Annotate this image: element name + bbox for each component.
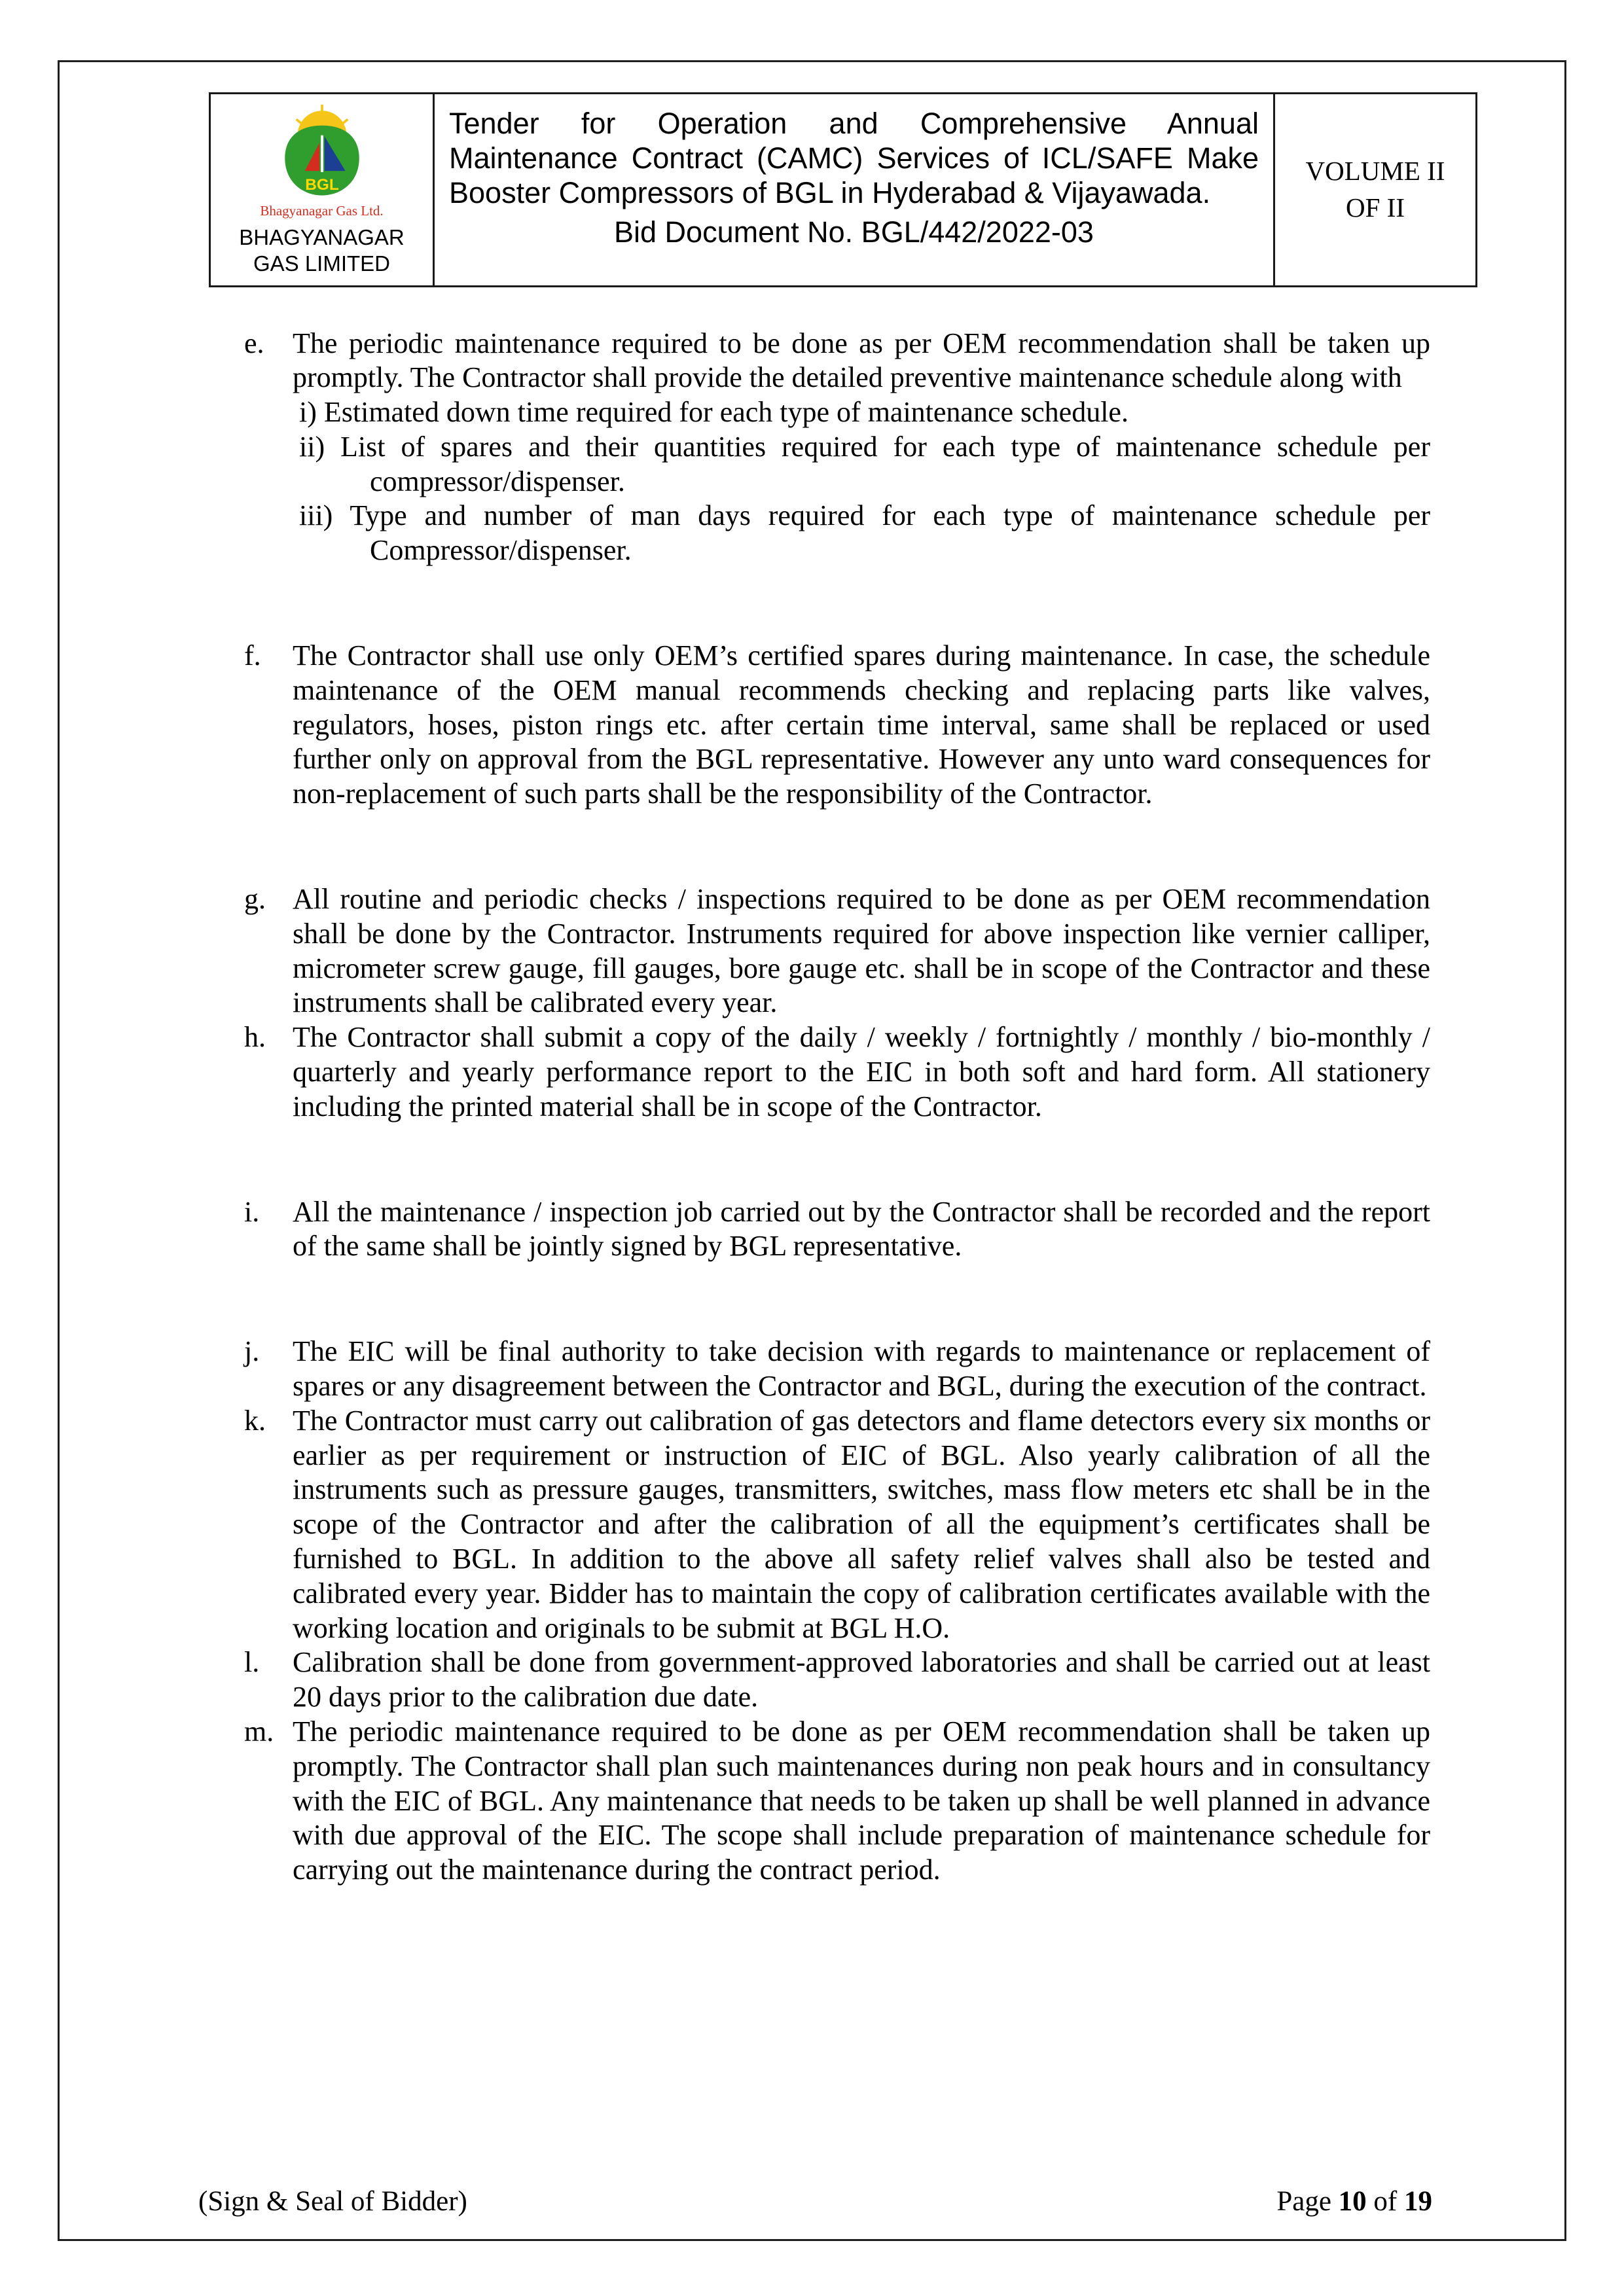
body-list — [244, 327, 1430, 1888]
sub-item: iii) Type and number of man days required for each type of maintenance schedule per Compressor/dispenser. — [299, 499, 1430, 567]
item-label: i. — [244, 1195, 260, 1228]
list-item-l — [244, 1645, 1430, 1715]
page-word: Page — [1276, 2186, 1331, 2217]
list-item-e — [244, 327, 1430, 569]
item-body — [293, 1715, 1430, 1888]
list-item-m — [244, 1715, 1430, 1888]
item-body — [293, 1645, 1430, 1715]
item-label: m. — [244, 1715, 274, 1748]
tender-title: Tender for Operation and Comprehensive Annual Maintenance Contract (CAMC) Services of ICL/SAFE Make Booster Compressors of BGL in Hyderabad & Vijayawada. — [449, 107, 1259, 210]
list-item-i — [244, 1195, 1430, 1265]
volume-label: VOLUME II OF II — [1305, 156, 1445, 223]
sub-item: i) Estimated down time required for each type of maintenance schedule. — [299, 396, 1128, 429]
item-label: k. — [244, 1404, 266, 1437]
item-text: All the maintenance / inspection job carried out by the Contractor shall be recorded and the report of the same shall be jointly signed by BGL representative. — [293, 1195, 1430, 1263]
header-table — [209, 92, 1477, 287]
title-cell — [435, 94, 1275, 285]
list-item-j — [244, 1335, 1430, 1404]
document-body — [244, 327, 1430, 1888]
item-text: All routine and periodic checks / inspections required to be done as per OEM recommendation shall be done by the Contractor. Instruments required for above inspection like vernier calliper, micrometer screw gauge, fill gauges, bore gauge etc. shall be in scope of the Contractor and these instruments shall be calibrated every year. — [293, 883, 1430, 1019]
sign-seal-label: (Sign & Seal of Bidder) — [198, 2186, 467, 2217]
item-body — [293, 1020, 1430, 1124]
item-body — [293, 1335, 1430, 1404]
item-text: The Contractor shall submit a copy of the daily / weekly / fortnightly / monthly / bio-monthly / quarterly and yearly performance report to the EIC in both soft and hard form. All stationery including the printed material shall be in scope of the Contractor. — [293, 1021, 1430, 1122]
item-body — [293, 1195, 1430, 1265]
item-label: e. — [244, 327, 264, 359]
item-text: The Contractor must carry out calibration of gas detectors and flame detectors every six months or earlier as per requirement or instruction of EIC of BGL. Also yearly calibration of all the instruments such as pressure gauges, transmitters, switches, mass flow meters etc shall be in the scope of the Contractor and after the calibration of all the equipment’s certificates shall be furnished to BGL. In addition to the above all safety relief valves shall also be tested and calibrated every year. Bidder has to maintain the copy of calibration certificates available with the working location and originals to be submit at BGL H.O. — [293, 1404, 1430, 1644]
bid-document-number: Bid Document No. BGL/442/2022-03 — [614, 215, 1094, 249]
list-item-k — [244, 1404, 1430, 1646]
list-item-f — [244, 639, 1430, 812]
item-body — [293, 882, 1430, 1020]
item-label: f. — [244, 639, 261, 672]
sub-item: ii) List of spares and their quantities required for each type of maintenance schedule per compressor/dispenser. — [299, 430, 1430, 497]
item-text: The Contractor shall use only OEM’s certified spares during maintenance. In case, the schedule maintenance of the OEM manual recommends checking and replacing parts like valves, regulators, hoses, piston rings etc. after certain time interval, same shall be replaced or used further only on approval from the BGL representative. However any unto ward consequences for non-replacement of such parts shall be the responsibility of the Contractor. — [293, 639, 1430, 810]
item-text: The EIC will be final authority to take decision with regards to maintenance or replacement of spares or any disagreement between the Contractor and BGL, during the execution of the contract. — [293, 1335, 1430, 1403]
logo-bgl-text: BGL — [304, 176, 339, 194]
item-text: Calibration shall be done from government-approved laboratories and shall be carried out at least 20 days prior to the calibration due date. — [293, 1646, 1430, 1713]
of-word: of — [1373, 2186, 1398, 2217]
item-label: l. — [244, 1646, 260, 1679]
item-text: The periodic maintenance required to be done as per OEM recommendation shall be taken up promptly. The Contractor shall provide the detailed preventive maintenance schedule along with — [293, 327, 1430, 394]
logo-caption: Bhagyanagar Gas Ltd. — [260, 203, 384, 219]
item-label: h. — [244, 1021, 266, 1054]
page-footer — [58, 2185, 1566, 2217]
list-item-h — [244, 1020, 1430, 1124]
item-body — [293, 639, 1430, 812]
bgl-logo-icon — [273, 102, 371, 202]
item-text: The periodic maintenance required to be done as per OEM recommendation shall be taken up promptly. The Contractor shall plan such maintenances during non peak hours and in consultancy with the EIC of BGL. Any maintenance that needs to be taken up shall be well planned in advance with due approval of the EIC. The scope shall include preparation of maintenance schedule for carrying out the maintenance during the contract period. — [293, 1715, 1430, 1886]
logo-cell — [211, 94, 435, 285]
list-item-g — [244, 882, 1430, 1020]
company-name: BHAGYANAGAR GAS LIMITED — [239, 225, 405, 276]
page-border — [58, 60, 1566, 2241]
page-number — [1276, 2185, 1432, 2217]
item-body — [293, 1404, 1430, 1646]
item-label: j. — [244, 1335, 260, 1368]
page-total: 19 — [1404, 2186, 1432, 2217]
page-current: 10 — [1338, 2186, 1367, 2217]
item-body — [293, 327, 1430, 569]
item-label: g. — [244, 883, 266, 916]
